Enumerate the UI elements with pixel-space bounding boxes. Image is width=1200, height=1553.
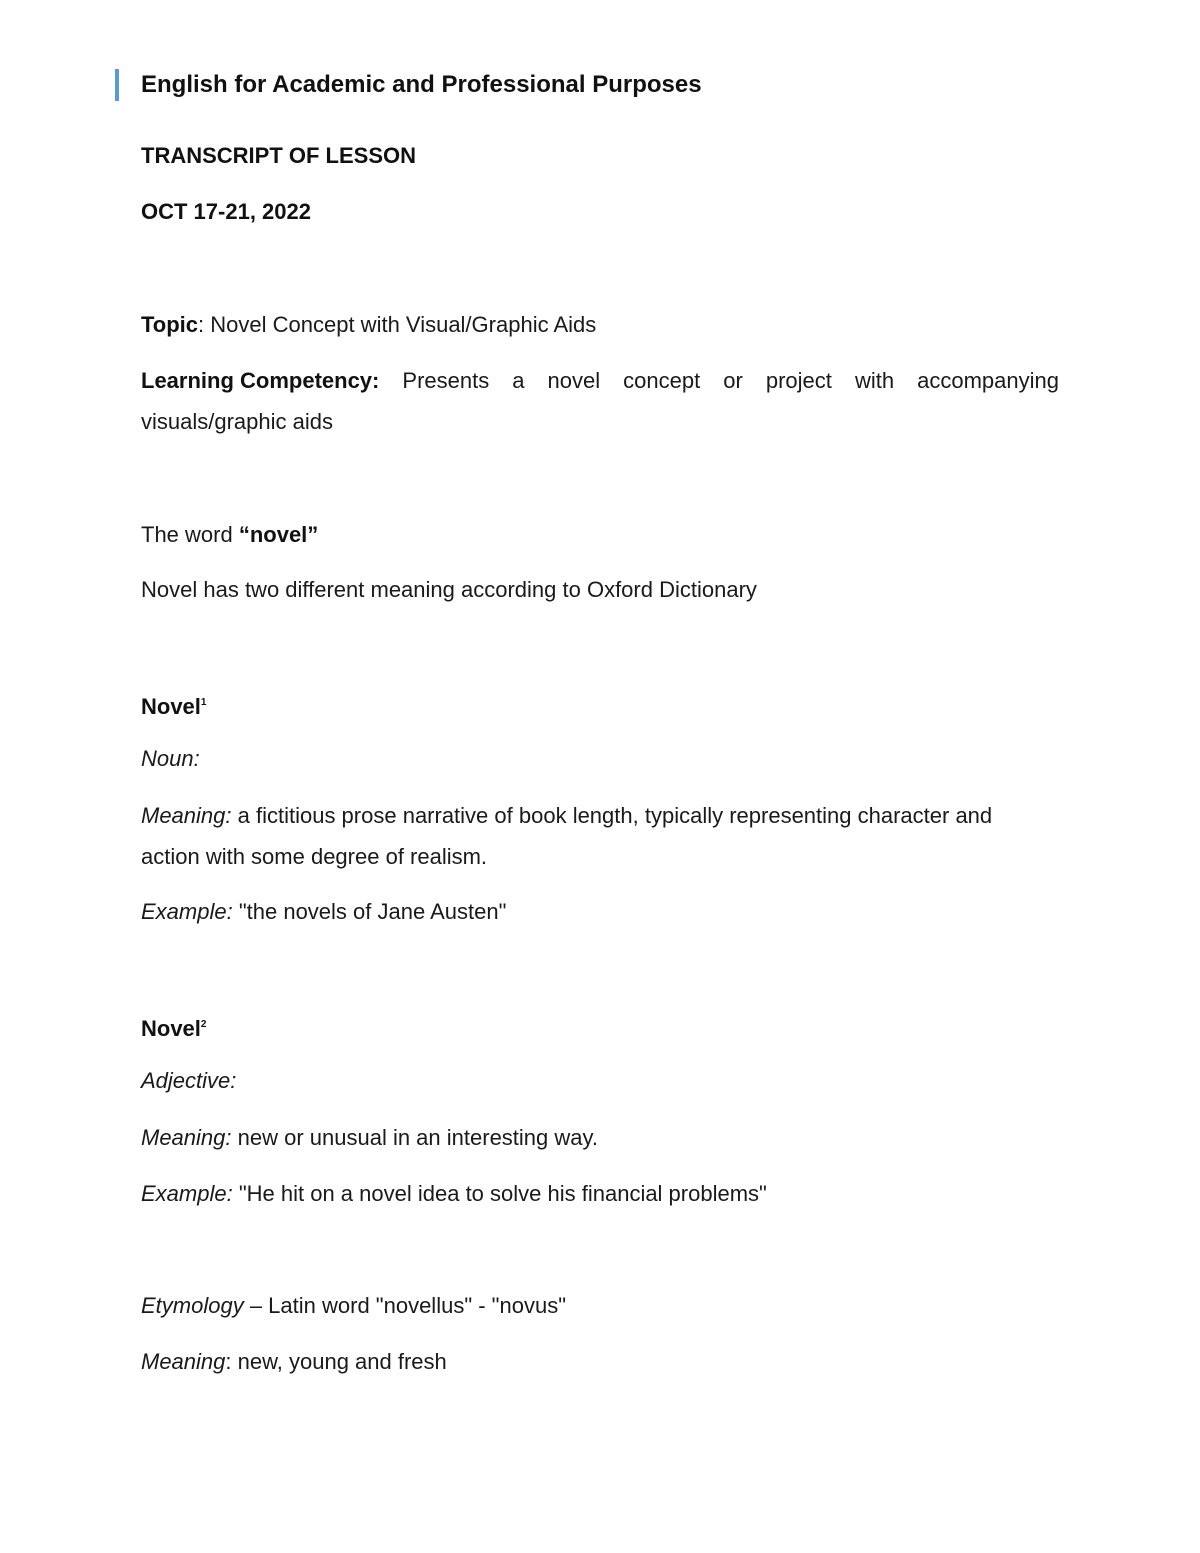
definition-2-headword bbox=[141, 1010, 206, 1044]
headword-text: Novel bbox=[141, 694, 201, 719]
etymology-meaning bbox=[141, 1347, 447, 1377]
word-intro-word: “novel” bbox=[238, 522, 319, 547]
title-accent-bar bbox=[115, 69, 119, 101]
definition-1-meaning bbox=[141, 795, 1059, 877]
definition-2-example bbox=[141, 1179, 767, 1209]
meaning-text: new or unusual in an interesting way. bbox=[231, 1125, 598, 1150]
example-text: "the novels of Jane Austen" bbox=[232, 899, 507, 924]
etymology-meaning-text: : new, young and fresh bbox=[225, 1349, 447, 1374]
lesson-date: OCT 17-21, 2022 bbox=[141, 199, 311, 224]
headword-text: Novel bbox=[141, 1016, 201, 1041]
learning-competency bbox=[141, 360, 1059, 442]
meaning-label: Meaning: bbox=[141, 1125, 232, 1150]
competency-word: accompanying bbox=[917, 368, 1059, 393]
word-intro-prefix: The word bbox=[141, 522, 239, 547]
etymology-label: Etymology bbox=[141, 1293, 244, 1318]
competency-word: or bbox=[723, 368, 743, 393]
definition-1-pos: Noun: bbox=[141, 746, 200, 771]
topic-separator: : bbox=[198, 312, 211, 337]
meaning-text: a fictitious prose narrative of book length, typically representing character and bbox=[231, 803, 993, 828]
word-intro-line bbox=[141, 520, 318, 550]
etymology-meaning-label: Meaning bbox=[141, 1349, 226, 1374]
definition-1-headword bbox=[141, 688, 206, 722]
meaning-line-2: action with some degree of realism. bbox=[141, 844, 488, 869]
definition-1-example bbox=[141, 897, 506, 927]
headword-superscript: 2 bbox=[200, 1019, 207, 1030]
competency-word: Presents bbox=[402, 368, 490, 393]
meaning-label: Meaning: bbox=[141, 803, 232, 828]
definition-2-meaning bbox=[141, 1123, 598, 1153]
competency-word: novel bbox=[547, 368, 601, 393]
example-label: Example: bbox=[141, 899, 233, 924]
definition-2-pos: Adjective: bbox=[141, 1068, 237, 1093]
competency-word: concept bbox=[623, 368, 701, 393]
topic-value: Novel Concept with Visual/Graphic Aids bbox=[210, 312, 597, 337]
competency-word: project bbox=[765, 368, 832, 393]
competency-label: Learning Competency: bbox=[141, 368, 380, 393]
example-label: Example: bbox=[141, 1181, 233, 1206]
topic-label: Topic bbox=[141, 312, 199, 337]
etymology-text: – Latin word "novellus" - "novus" bbox=[243, 1293, 567, 1318]
headword-superscript: 1 bbox=[200, 697, 207, 708]
meaning-line-1 bbox=[141, 795, 1059, 836]
competency-line-1 bbox=[141, 360, 1059, 401]
example-text: "He hit on a novel idea to solve his financial problems" bbox=[232, 1181, 767, 1206]
topic-line bbox=[141, 310, 596, 340]
word-intro-description: Novel has two different meaning according to Oxford Dictionary bbox=[141, 577, 757, 602]
competency-word: with bbox=[854, 368, 895, 393]
competency-line-2: visuals/graphic aids bbox=[141, 409, 333, 434]
transcript-heading: TRANSCRIPT OF LESSON bbox=[141, 143, 417, 168]
document-title: English for Academic and Professional Purposes bbox=[141, 71, 702, 98]
etymology-line bbox=[141, 1291, 566, 1321]
competency-word: a bbox=[512, 368, 525, 393]
